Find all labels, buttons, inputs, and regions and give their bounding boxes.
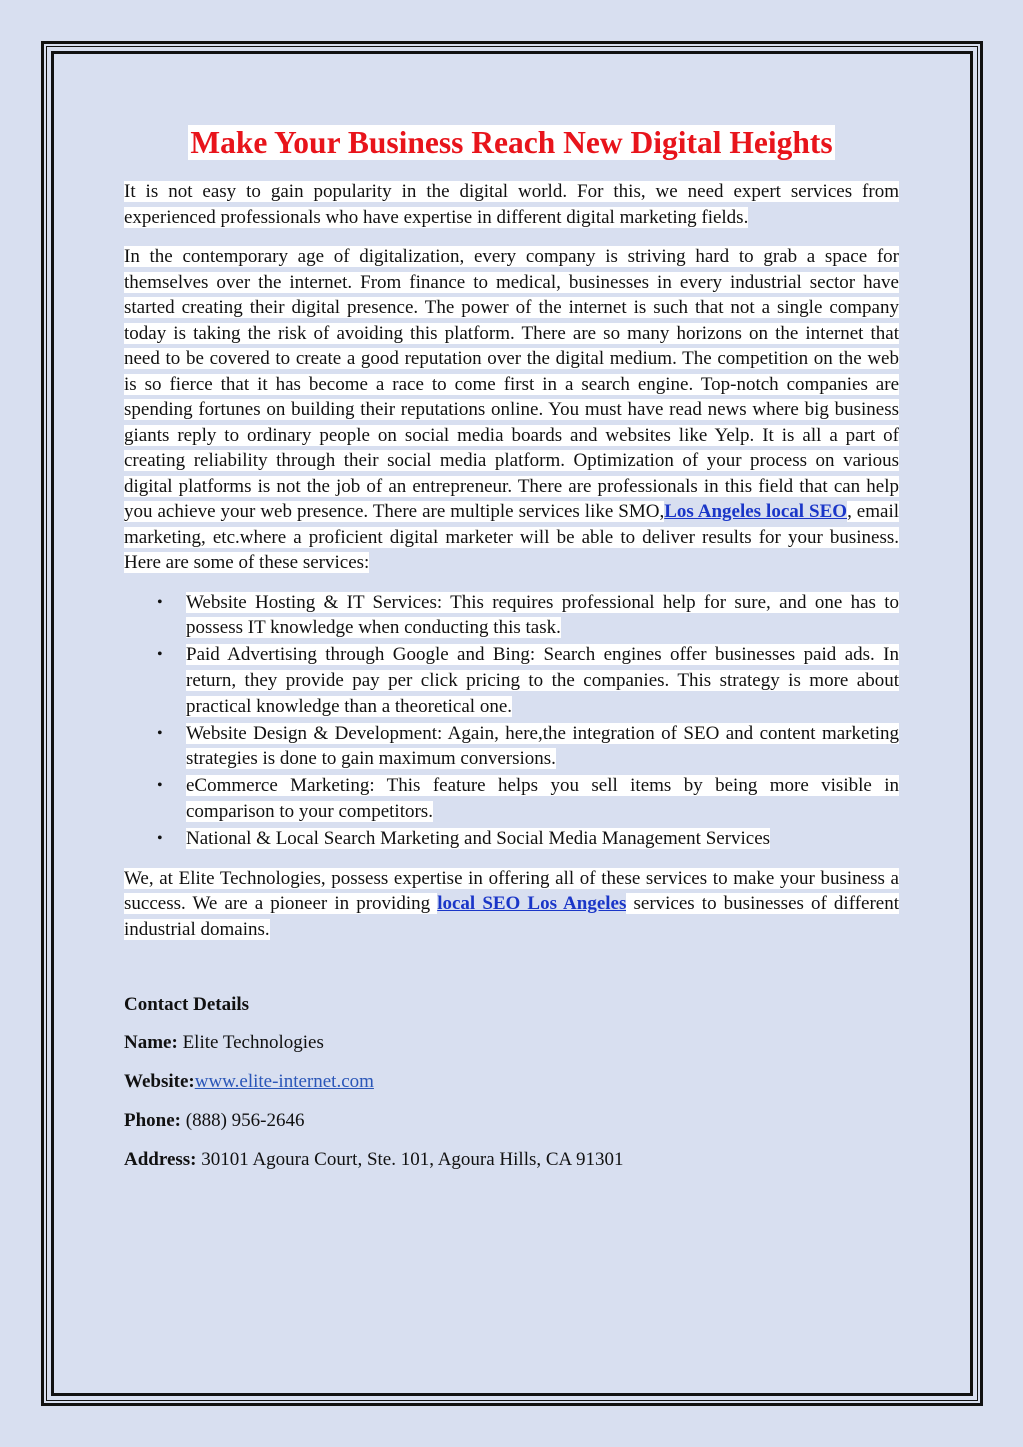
- contact-name-row: Name: Elite Technologies: [124, 1032, 324, 1054]
- list-item: • Paid Advertising through Google and Bing: Search engines offer businesses paid ads. In return, they provide pay per click pricing to the companies. This strategy is more about practical knowledge than a theoretical one.: [157, 644, 899, 717]
- services-list: [124, 590, 899, 852]
- bullet-icon: •: [157, 646, 163, 664]
- bullet-icon: •: [157, 593, 163, 611]
- contact-phone-row: Phone: (888) 956-2646: [124, 1110, 305, 1132]
- intro-paragraph: It is not easy to gain popularity in the digital world. For this, we need expert services from experienced professionals who have expertise in different digital marketing fields.: [124, 181, 899, 228]
- bullet-icon: •: [157, 724, 163, 742]
- list-item: • eCommerce Marketing: This feature helps you sell items by being more visible in comparison to your competitors.: [157, 775, 899, 823]
- contact-address-row: Address: 30101 Agoura Court, Ste. 101, Agoura Hills, CA 91301: [124, 1149, 624, 1171]
- bullet-icon: •: [157, 777, 163, 795]
- list-item: • National & Local Search Marketing and Social Media Management Services: [124, 826, 899, 852]
- document-content: [124, 124, 899, 1186]
- contact-website-row: Website:www.elite-internet.com: [124, 1071, 374, 1093]
- body-paragraph: In the contemporary age of digitalization, every company is striving hard to grab a space for themselves over the internet. From finance to medical, businesses in every industrial sector have started creating their digital presence. The power of the internet is such that not a single company today is taking the risk of avoiding this platform. There are so many horizons on the internet that need to be covered to create a good reputation over the digital medium. The competition on the web is so fierce that it has become a race to come first in a search engine. Top-notch companies are spending fortunes on building their reputations online. You must have read news where big business giants reply to ordinary people on social media boards and websites like Yelp. It is all a part of creating reliability through their social media platform. Optimization of your process on various digital platforms is not the job of an entrepreneur. There are professionals in this field that can help you achieve your web presence. There are multiple services like SMO,Los Angeles local SEO, email marketing, etc.where a proficient digital marketer will be able to deliver results for your business. Here are some of these services:: [124, 246, 900, 574]
- los-angeles-local-seo-link[interactable]: Los Angeles local SEO: [664, 501, 848, 523]
- local-seo-los-angeles-link[interactable]: local SEO Los Angeles: [437, 893, 627, 915]
- closing-paragraph: We, at Elite Technologies, possess expertise in offering all of these services to make your business a success. We are a pioneer in providing local SEO Los Angeles services to businesses of different industrial domains.: [124, 867, 899, 940]
- bullet-icon: •: [157, 829, 163, 847]
- contact-heading: Contact Details: [124, 994, 250, 1016]
- document-title: Make Your Business Reach New Digital Heights: [190, 125, 833, 160]
- list-item: • Website Design & Development: Again, here,the integration of SEO and content marketing strategies is done to gain maximum conversions.: [157, 722, 899, 770]
- contact-details: [124, 994, 899, 1172]
- website-link[interactable]: www.elite-internet.com: [194, 1071, 374, 1093]
- list-item: • Website Hosting & IT Services: This requires professional help for sure, and one has to possess IT knowledge when conducting this task.: [157, 591, 899, 639]
